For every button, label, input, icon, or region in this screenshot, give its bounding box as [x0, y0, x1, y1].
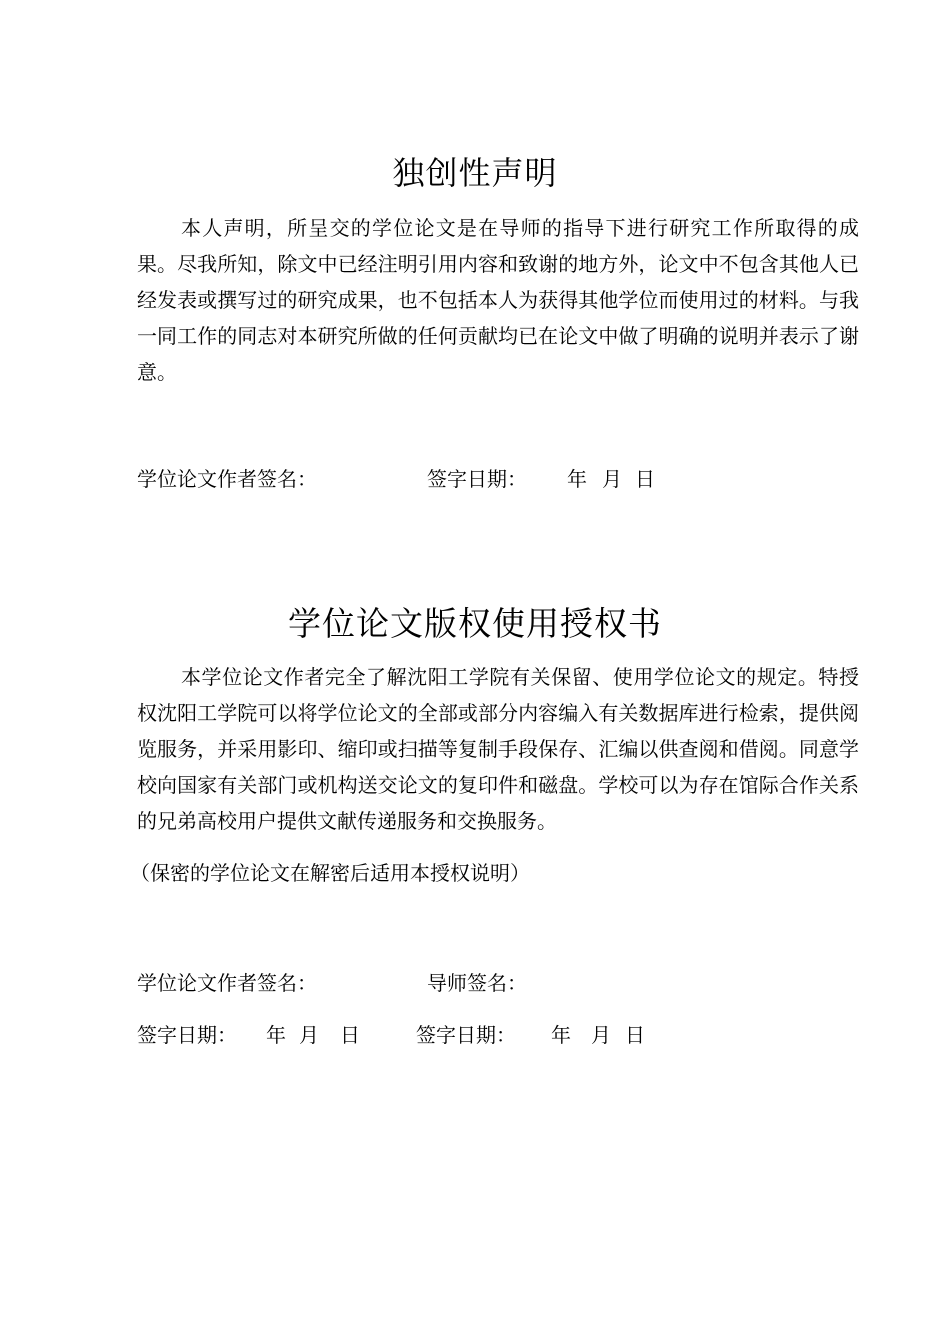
declaration-author-signature-label: 学位论文作者签名： — [137, 467, 317, 491]
authorization-author-day: 日 — [340, 1023, 360, 1047]
authorization-supervisor-day: 日 — [625, 1023, 645, 1047]
authorization-supervisor-date-label: 签字日期： — [416, 1023, 516, 1047]
declaration-date-label: 签字日期： — [427, 467, 527, 491]
declaration-title: 独创性声明 — [392, 154, 558, 192]
authorization-author-month: 月 — [299, 1023, 319, 1047]
authorization-author-signature-label: 学位论文作者签名： — [137, 971, 317, 995]
authorization-author-year: 年 — [266, 1023, 286, 1047]
declaration-day: 日 — [635, 467, 655, 491]
authorization-author-date-label: 签字日期： — [137, 1023, 237, 1047]
declaration-body: 本人声明，所呈交的学位论文是在导师的指导下进行研究工作所取得的成果。尽我所知，除文中已经注明引用内容和致谢的地方外，论文中不包含其他人已经发表或撰写过的研究成果，也不包括本人为获得其他学位而使用过的材料。与我一同工作的同志对本研究所做的任何贡献均已在论文中做了明确的说明并表示了谢意。 — [137, 216, 859, 384]
authorization-supervisor-signature-label: 导师签名： — [427, 971, 527, 995]
authorization-note: （保密的学位论文在解密后适用本授权说明） — [130, 861, 530, 885]
authorization-supervisor-year: 年 — [551, 1023, 571, 1047]
authorization-title: 学位论文版权使用授权书 — [288, 604, 662, 643]
declaration-month: 月 — [602, 467, 622, 491]
authorization-body: 本学位论文作者完全了解沈阳工学院有关保留、使用学位论文的规定。特授权沈阳工学院可以将学位论文的全部或部分内容编入有关数据库进行检索，提供阅览服务，并采用影印、缩印或扫描等复制手段保存、汇编以供查阅和借阅。同意学校向国家有关部门或机构送交论文的复印件和磁盘。学校可以为存在馆际合作关系的兄弟高校用户提供文献传递服务和交换服务。 — [137, 665, 859, 833]
authorization-supervisor-month: 月 — [591, 1023, 611, 1047]
declaration-year: 年 — [567, 467, 587, 491]
